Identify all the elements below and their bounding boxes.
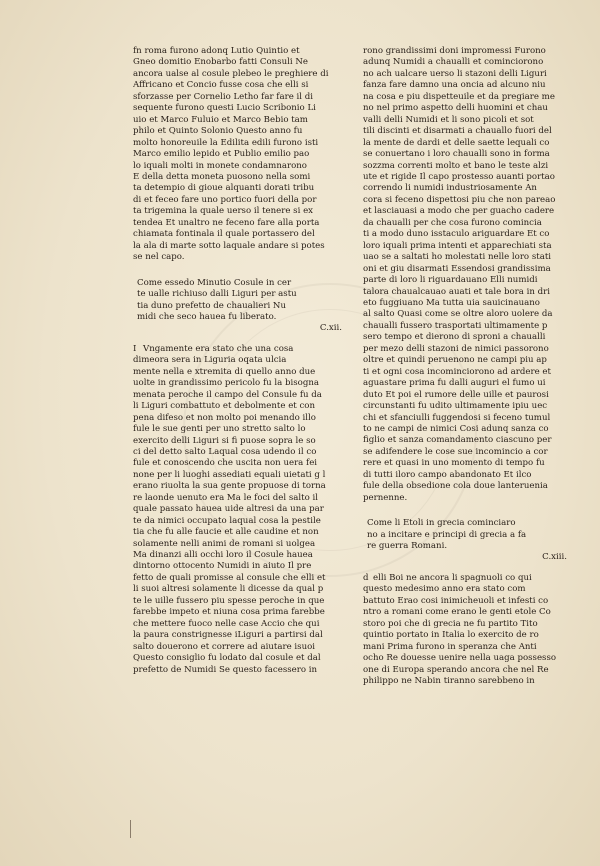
text-line: elli Boi ne ancora li spagnuoli co qui [373,572,532,583]
text-line: lo iquali molti in monete condamnarono [133,160,307,171]
text-line: chaualli fussero trasportati ultimamente p [363,320,548,331]
right-column [363,46,573,687]
text-line: re laonde uenuto era Ma le foci del salto il [133,492,318,503]
left-caption [133,278,348,324]
text-line: oltre et quindi peruenono ne campi piu ap [363,355,547,366]
text-line: questo medesimo anno era stato com [363,584,526,595]
text-line: no ach ualcare uerso li stazoni delli Liguri [363,68,547,79]
text-line: figlio et sanza comandamento ciascuno per [363,435,552,446]
text-line: fetto de quali promisse al consule che elli et [133,572,326,583]
text-line: ti et ogni cosa incominciorono ad ardere et [363,366,551,377]
text-line: no nel primo aspetto delli huomini et chau [363,103,548,114]
text-line: na cosa e piu dispetteuile et da pregiare me [363,91,555,102]
text-line: ocho Re douesse uenire nella uaga possesso [363,653,557,664]
text-line: parte di loro li riguardauano Elli numidi [363,275,538,286]
text-line: se adifendere le cose sue incomincio a cor [363,446,548,457]
text-line: sozzma correnti molto et bano le teste alzi [363,160,549,171]
chapter-number-xii: C.xii. [319,323,342,334]
text-line: sforzasse per Cornelio Letho far fare il di [133,91,314,102]
text-line: la mente de dardi et delle saette lequali co [363,137,550,148]
text-line: philo et Quinto Solonio Questo anno fu [133,126,303,137]
text-line: rere et quasi in uno momento di tempo fu [363,458,545,469]
text-line: fule le sue genti per uno stretto salto lo [133,424,306,435]
text-line: tia duno prefetto de chaualieri Nu [137,300,286,311]
text-line: oni et giu disarmati Essendosi grandissima [363,263,551,274]
left-column [133,46,348,676]
text-line: tendea Et unaltro ne feceno fare alla porta [133,217,320,228]
text-line: di tutti iloro campo abandonato Et ilco [363,469,532,480]
text-line: philippo ne Nabin tiranno sarebbeno in [363,676,535,687]
text-line: Come essedo Minutio Cosule in cer [137,277,292,288]
text-line: Come li Etoli in grecia cominciaro [367,518,516,529]
text-line: ta detempio di gioue alquanti dorati tribu [133,183,315,194]
text-line: te da nimici occupato laqual cosa la pestile [133,515,321,526]
text-line: farebbe impeto et niuna cosa prima farebbe [133,607,325,618]
text-line: to ne campi de nimici Cosi adunq sanza co [363,423,549,434]
text-line: menata peroche il campo del Consule fu da [133,389,322,400]
text-line: aguastare prima fu dalli auguri el fumo ui [363,378,546,389]
text-line: fule della obsedione cola doue lanteruenia [363,481,548,492]
text-line: solamente nelli animi de romani si uolgea [133,538,316,549]
text-line: exercito delli Liguri si fi puose sopra le so [133,435,316,446]
text-line: ancora ualse al cosule plebeo le preghiere di [133,68,329,79]
text-line: la ala di marte sotto laquale andare si potes [133,240,325,251]
text-line: per mezo delli stazoni de nimici passorono [363,343,549,354]
text-line: chi et sfanciulli fuggendosi si feceno tumul [363,412,551,423]
text-line: te le uille fussero piu spesse peroche in que [133,595,325,606]
text-line: Affricano et Concio fusse cosa che elli si [133,80,309,91]
margin-mark [130,820,131,838]
right-caption [363,518,573,552]
text-line: cora si feceno dispettosi piu che non pareao [363,194,556,205]
text-line: battuto Erao cosi inimicheuoli et infesti co [363,595,549,606]
text-line: correndo li numidi industriosamente An [363,183,537,194]
text-line: loro iquali prima intenti et apparechiati sta [363,240,552,251]
text-line: tili discinti et disarmati a chauallo fuori del [363,126,552,137]
chapter-number-xiii: C.xiii. [542,552,567,563]
text-line: talora chaualcauao auati et tale bora in dri [363,286,550,297]
text-line: mente nella e xtremita di quello anno due [133,366,316,377]
text-line: erano riuolta la sua gente propuose di torna [133,481,326,492]
text-line: al salto Quasi come se oltre aloro uolere da [363,309,553,320]
text-line: uio et Marco Fuluio et Marco Bebio tam [133,114,308,125]
text-line: no a incitare e principi di grecia a fa [367,529,527,540]
text-line: re guerra Romani. [367,541,448,552]
text-line: dintorno ottocento Numidi in aiuto Il pre [133,561,312,572]
text-line: ta trigemina la quale uerso il tenere si ex [133,206,314,217]
text-line: storo poi che di grecia ne fu partito Tito [363,618,538,629]
text-line: sequente furono questi Lucio Scribonio Li [133,103,316,114]
text-line: dimeora sera in Liguria oqata ulcia [133,355,287,366]
initial-letter: d [363,572,369,583]
text-line: molto honoreuile la Edilita edili furono isti [133,137,319,148]
text-line: te ualle richiuso dalli Liguri per astu [137,289,297,300]
text-line: one di Europa sperando ancora che nel Re [363,664,549,675]
text-line: uolte in grandissimo pericolo fu la bisogna [133,378,320,389]
text-line: ti a modo duno isstaculo ariguardare Et co [363,229,550,240]
text-line: quintio portato in Italia lo exercito de ro [363,630,539,641]
text-line: ute et rigide Il capo prostesso auanti portao [363,171,555,182]
text-line: pernenne. [363,492,408,503]
left-paragraph-1 [133,46,348,264]
text-line: di et feceo fare uno portico fuori della por [133,194,317,205]
text-line: fanza fare damno una oncia ad alcuno niu [363,80,546,91]
text-line: ntro a romani come erano le genti etole Co [363,607,551,618]
text-line: adunq Numidi a chaualli et cominciorono [363,57,544,68]
text-line: salto douerono et correre ad aiutare isuoi [133,641,316,652]
text-line: tia che fu alle faucie et alle caudine et non [133,527,319,538]
text-line: Vngamente era stato che una cosa [143,343,294,354]
text-line: li Liguri combattuto et debolmente et con [133,401,315,412]
right-paragraph-2 [363,573,573,688]
text-line: fule et conoscendo che uscita non uera fei [133,458,318,469]
text-line: fn roma furono adonq Lutio Quintio et [133,46,300,56]
text-line: none per li luoghi assediati equali uietati g l [133,469,326,480]
text-line: eto fuggiuano Ma tutta uia sauicinauano [363,297,540,308]
text-line: se conuertano i loro chaualli sono in forma [363,149,550,160]
text-line: et lasciauasi a modo che per guacho cadere [363,206,555,217]
text-line: midi che seco hauea fu liberato. [137,311,277,322]
text-line: prefetto de Numidi Se questo facessero in [133,664,318,675]
left-paragraph-2 [133,344,348,676]
text-line: Ma dinanzi alli occhi loro il Cosule hauea [133,550,313,561]
text-line: pena difeso et non molto poi menando illo [133,412,316,423]
text-line: che mettere fuoco nelle case Accio che qui [133,618,320,629]
text-line: se nel capo. [133,252,185,263]
text-line: Marco emilio lepido et Publio emilio pao [133,149,310,160]
text-line: uao se a saltati ho molestati nelle loro stati [363,252,552,263]
text-line: Questo consiglio fu lodato dal cosule et dal [133,653,321,664]
text-line: da chaualli per che cosa furono comincia [363,217,542,228]
text-line: E della detta moneta puosono nella somi [133,171,311,182]
right-paragraph-1 [363,46,573,504]
text-line: ci del detto salto Laqual cosa udendo il co [133,446,317,457]
initial-letter: I [133,343,137,354]
text-line: valli delli Numidi et li sono picoli et sot [363,114,534,125]
text-line: sero tempo et dierono di sproni a chaualli [363,332,546,343]
text-line: mani Prima furono in speranza che Anti [363,641,537,652]
text-line: li suoi altresi solamente li dicesse da qual p [133,584,324,595]
text-line: rono grandissimi doni impromessi Furono [363,46,546,56]
text-line: chiamata fontinala il quale portassero del [133,229,315,240]
text-line: circunstanti fu udito ultimamente ipiu uec [363,401,548,412]
text-line: quale passato hauea uide altresi da una par [133,504,324,515]
text-line: la paura constrignesse iLiguri a partirsi dal [133,630,323,641]
text-line: duto Et poi el rumore delle uille et paurosi [363,389,549,400]
text-line: Gneo domitio Enobarbo fatti Consuli Ne [133,57,308,68]
